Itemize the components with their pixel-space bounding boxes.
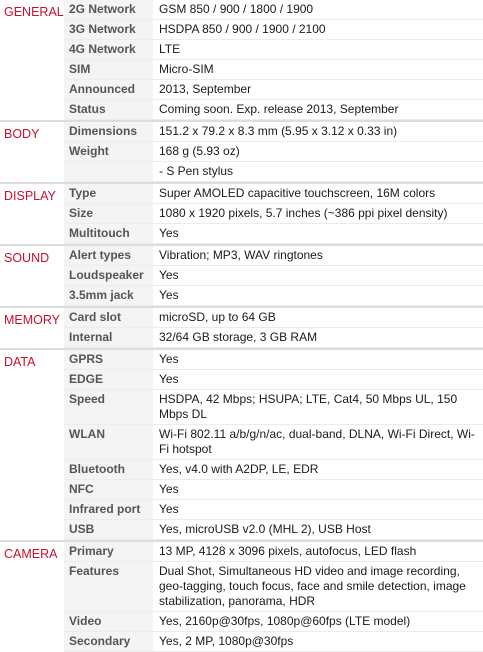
spec-row [0, 480, 483, 500]
spec-value: 151.2 x 79.2 x 8.3 mm (5.95 x 3.12 x 0.33 in) [153, 122, 483, 142]
spec-label[interactable]: GPRS [64, 350, 153, 370]
spec-label[interactable]: USB [64, 520, 153, 540]
spec-row [0, 370, 483, 390]
spec-value: Wi-Fi 802.11 a/b/g/n/ac, dual-band, DLNA, Wi-Fi Direct, Wi-Fi hotspot [153, 425, 483, 460]
section-title-display: DISPLAY [4, 189, 56, 203]
spec-value: GSM 850 / 900 / 1800 / 1900 [153, 0, 483, 20]
spec-row [0, 500, 483, 520]
spec-label[interactable]: SIM [64, 60, 153, 80]
spec-label[interactable]: Loudspeaker [64, 266, 153, 286]
spec-value: Yes [153, 350, 483, 370]
spec-row [0, 40, 483, 60]
spec-value: 13 MP, 4128 x 3096 pixels, autofocus, LED flash [153, 542, 483, 562]
spec-row [0, 460, 483, 480]
spec-value: 168 g (5.93 oz) [153, 142, 483, 162]
section-title-data: DATA [4, 355, 36, 369]
spec-label[interactable]: WLAN [64, 425, 153, 460]
spec-row [0, 520, 483, 540]
spec-label[interactable]: Primary [64, 542, 153, 562]
spec-label[interactable]: Features [64, 562, 153, 612]
spec-label[interactable]: 3.5mm jack [64, 286, 153, 306]
spec-label[interactable]: Alert types [64, 246, 153, 266]
spec-value: HSDPA 850 / 900 / 1900 / 2100 [153, 20, 483, 40]
spec-value: Yes, v4.0 with A2DP, LE, EDR [153, 460, 483, 480]
spec-value: Yes, 2 MP, 1080p@30fps [153, 632, 483, 652]
spec-row [0, 266, 483, 286]
spec-value: Yes [153, 500, 483, 520]
spec-row [0, 286, 483, 306]
spec-row [0, 100, 483, 120]
spec-row [0, 612, 483, 632]
spec-value: Yes, 2160p@30fps, 1080p@60fps (LTE model) [153, 612, 483, 632]
spec-row [0, 224, 483, 244]
spec-label[interactable]: Bluetooth [64, 460, 153, 480]
spec-value: HSDPA, 42 Mbps; HSUPA; LTE, Cat4, 50 Mbps UL, 150 Mbps DL [153, 390, 483, 425]
spec-label[interactable]: Status [64, 100, 153, 120]
spec-row [0, 20, 483, 40]
spec-row [0, 142, 483, 162]
spec-label[interactable]: Video [64, 612, 153, 632]
spec-value: Coming soon. Exp. release 2013, September [153, 100, 483, 120]
spec-row [0, 60, 483, 80]
section-title-memory: MEMORY [4, 313, 61, 327]
spec-row [0, 350, 483, 370]
spec-row [0, 246, 483, 266]
spec-label[interactable]: Secondary [64, 632, 153, 652]
spec-row [0, 425, 483, 460]
spec-value: Yes [153, 224, 483, 244]
spec-value: LTE [153, 40, 483, 60]
spec-label[interactable]: NFC [64, 480, 153, 500]
spec-value: Vibration; MP3, WAV ringtones [153, 246, 483, 266]
spec-row [0, 122, 483, 142]
spec-row [0, 204, 483, 224]
spec-value: - S Pen stylus [153, 162, 483, 182]
spec-label[interactable]: Type [64, 184, 153, 204]
spec-label[interactable]: 3G Network [64, 20, 153, 40]
spec-value: Yes [153, 286, 483, 306]
spec-value: microSD, up to 64 GB [153, 308, 483, 328]
spec-row [0, 80, 483, 100]
spec-row [0, 632, 483, 652]
spec-label[interactable]: Infrared port [64, 500, 153, 520]
spec-value: 1080 x 1920 pixels, 5.7 inches (~386 ppi pixel density) [153, 204, 483, 224]
spec-label[interactable]: Dimensions [64, 122, 153, 142]
spec-value: Yes [153, 266, 483, 286]
spec-label[interactable]: Card slot [64, 308, 153, 328]
spec-row [0, 162, 483, 182]
spec-row [0, 0, 483, 20]
spec-row [0, 328, 483, 348]
section-title-general: GENERAL [4, 5, 64, 19]
spec-label[interactable]: Weight [64, 142, 153, 162]
spec-label[interactable]: Speed [64, 390, 153, 425]
spec-label[interactable]: 2G Network [64, 0, 153, 20]
section-title-body: BODY [4, 127, 40, 141]
spec-value: 2013, September [153, 80, 483, 100]
spec-label[interactable] [64, 162, 153, 182]
spec-label[interactable]: Internal [64, 328, 153, 348]
spec-value: Dual Shot, Simultaneous HD video and image recording, geo-tagging, touch focus, face and smile detection, image stabilization, panorama, HDR [153, 562, 483, 612]
spec-label[interactable]: EDGE [64, 370, 153, 390]
spec-value: Super AMOLED capacitive touchscreen, 16M colors [153, 184, 483, 204]
section-title-camera: CAMERA [4, 547, 58, 561]
spec-value: Yes [153, 480, 483, 500]
spec-row [0, 562, 483, 612]
spec-row [0, 184, 483, 204]
spec-value: Yes [153, 370, 483, 390]
spec-label[interactable]: Size [64, 204, 153, 224]
spec-label[interactable]: Multitouch [64, 224, 153, 244]
spec-label[interactable]: 4G Network [64, 40, 153, 60]
spec-value: Yes, microUSB v2.0 (MHL 2), USB Host [153, 520, 483, 540]
spec-value: 32/64 GB storage, 3 GB RAM [153, 328, 483, 348]
spec-value: Micro-SIM [153, 60, 483, 80]
spec-row [0, 542, 483, 562]
section-title-sound: SOUND [4, 251, 50, 265]
spec-row [0, 308, 483, 328]
spec-row [0, 390, 483, 425]
spec-label[interactable]: Announced [64, 80, 153, 100]
